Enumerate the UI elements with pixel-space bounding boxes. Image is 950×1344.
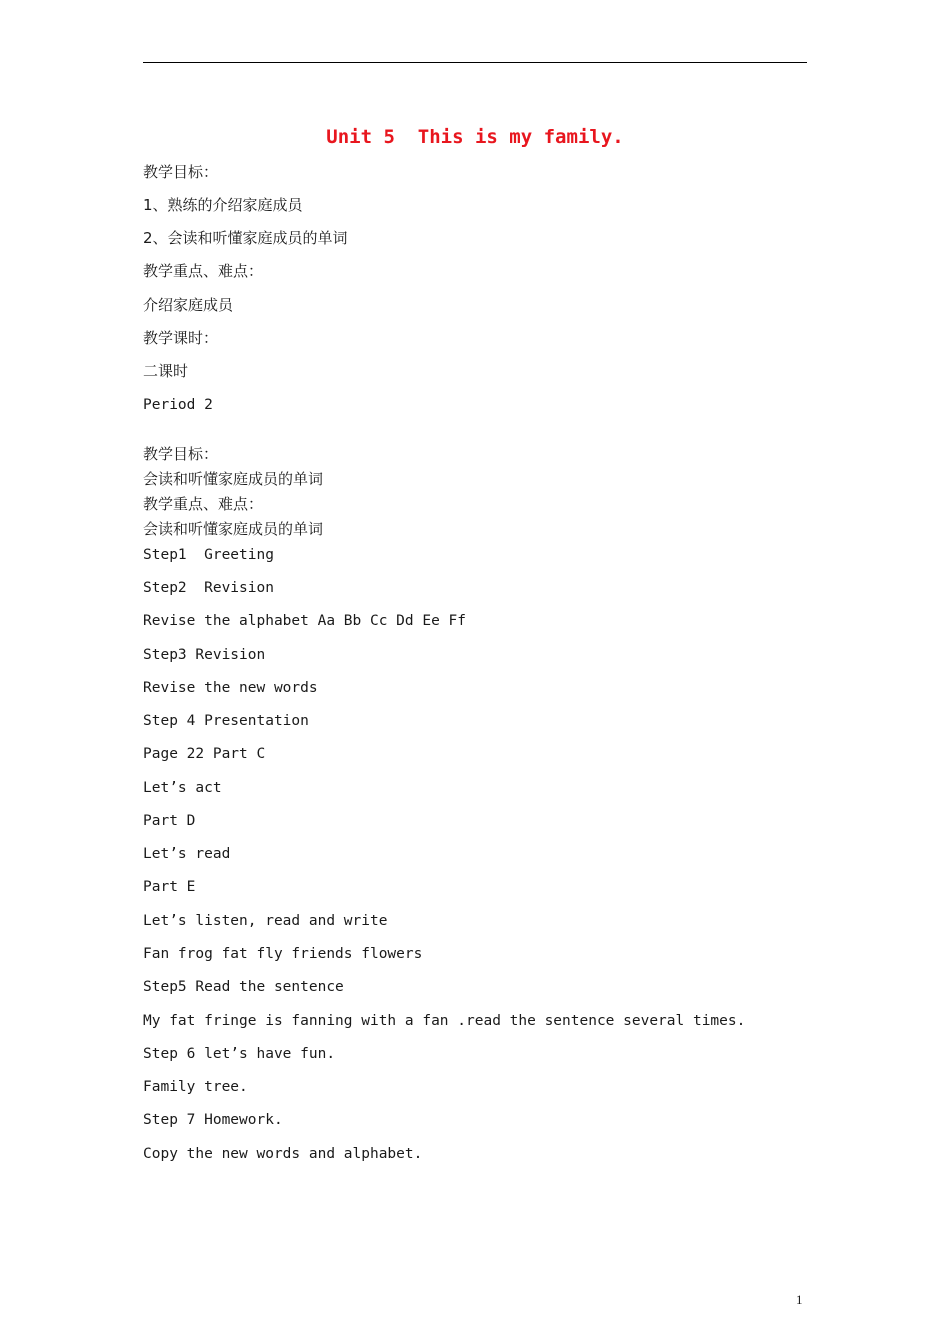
step-line: Family tree. [143,1079,248,1095]
step-line: Page 22 Part C [143,746,266,762]
key-points: 介绍家庭成员 [143,296,234,314]
step-line: Fan frog fat fly friends flowers [143,946,423,962]
step-line: Revise the new words [143,680,318,696]
step-line: Revise the alphabet Aa Bb Cc Dd Ee Ff [143,613,467,629]
periods-heading: 教学课时： [143,329,219,347]
p2-key-points-heading: 教学重点、难点： [143,495,264,513]
step-line: Let’s read [143,846,231,862]
step-line: Step2 Revision [143,580,274,596]
p2-objectives-heading: 教学目标： [143,445,219,463]
step-line: Step5 Read the sentence [143,979,344,995]
step-line: Step1 Greeting [143,547,274,563]
step-line: Step 4 Presentation [143,713,309,729]
step-line: My fat fringe is fanning with a fan .read the sentence several times. [143,1013,746,1029]
periods: 二课时 [143,362,189,380]
period-label: Period 2 [143,397,213,413]
p2-key-points: 会读和听懂家庭成员的单词 [143,520,324,538]
header-rule [143,62,807,63]
step-line: Step 7 Homework. [143,1112,283,1128]
step-line: Let’s act [143,780,222,796]
page-number: 1 [796,1292,803,1307]
key-points-heading: 教学重点、难点： [143,262,264,280]
step-line: Step3 Revision [143,647,266,663]
step-line: Copy the new words and alphabet. [143,1146,423,1162]
step-line: Part E [143,879,196,895]
step-line: Step 6 let’s have fun. [143,1046,336,1062]
objective-2: 2、会读和听懂家庭成员的单词 [143,229,348,247]
step-line: Part D [143,813,196,829]
p2-objectives: 会读和听懂家庭成员的单词 [143,470,324,488]
objectives-heading: 教学目标： [143,163,219,181]
document-title: Unit 5 This is my family. [326,126,624,148]
step-line: Let’s listen, read and write [143,913,388,929]
objective-1: 1、熟练的介绍家庭成员 [143,196,303,214]
